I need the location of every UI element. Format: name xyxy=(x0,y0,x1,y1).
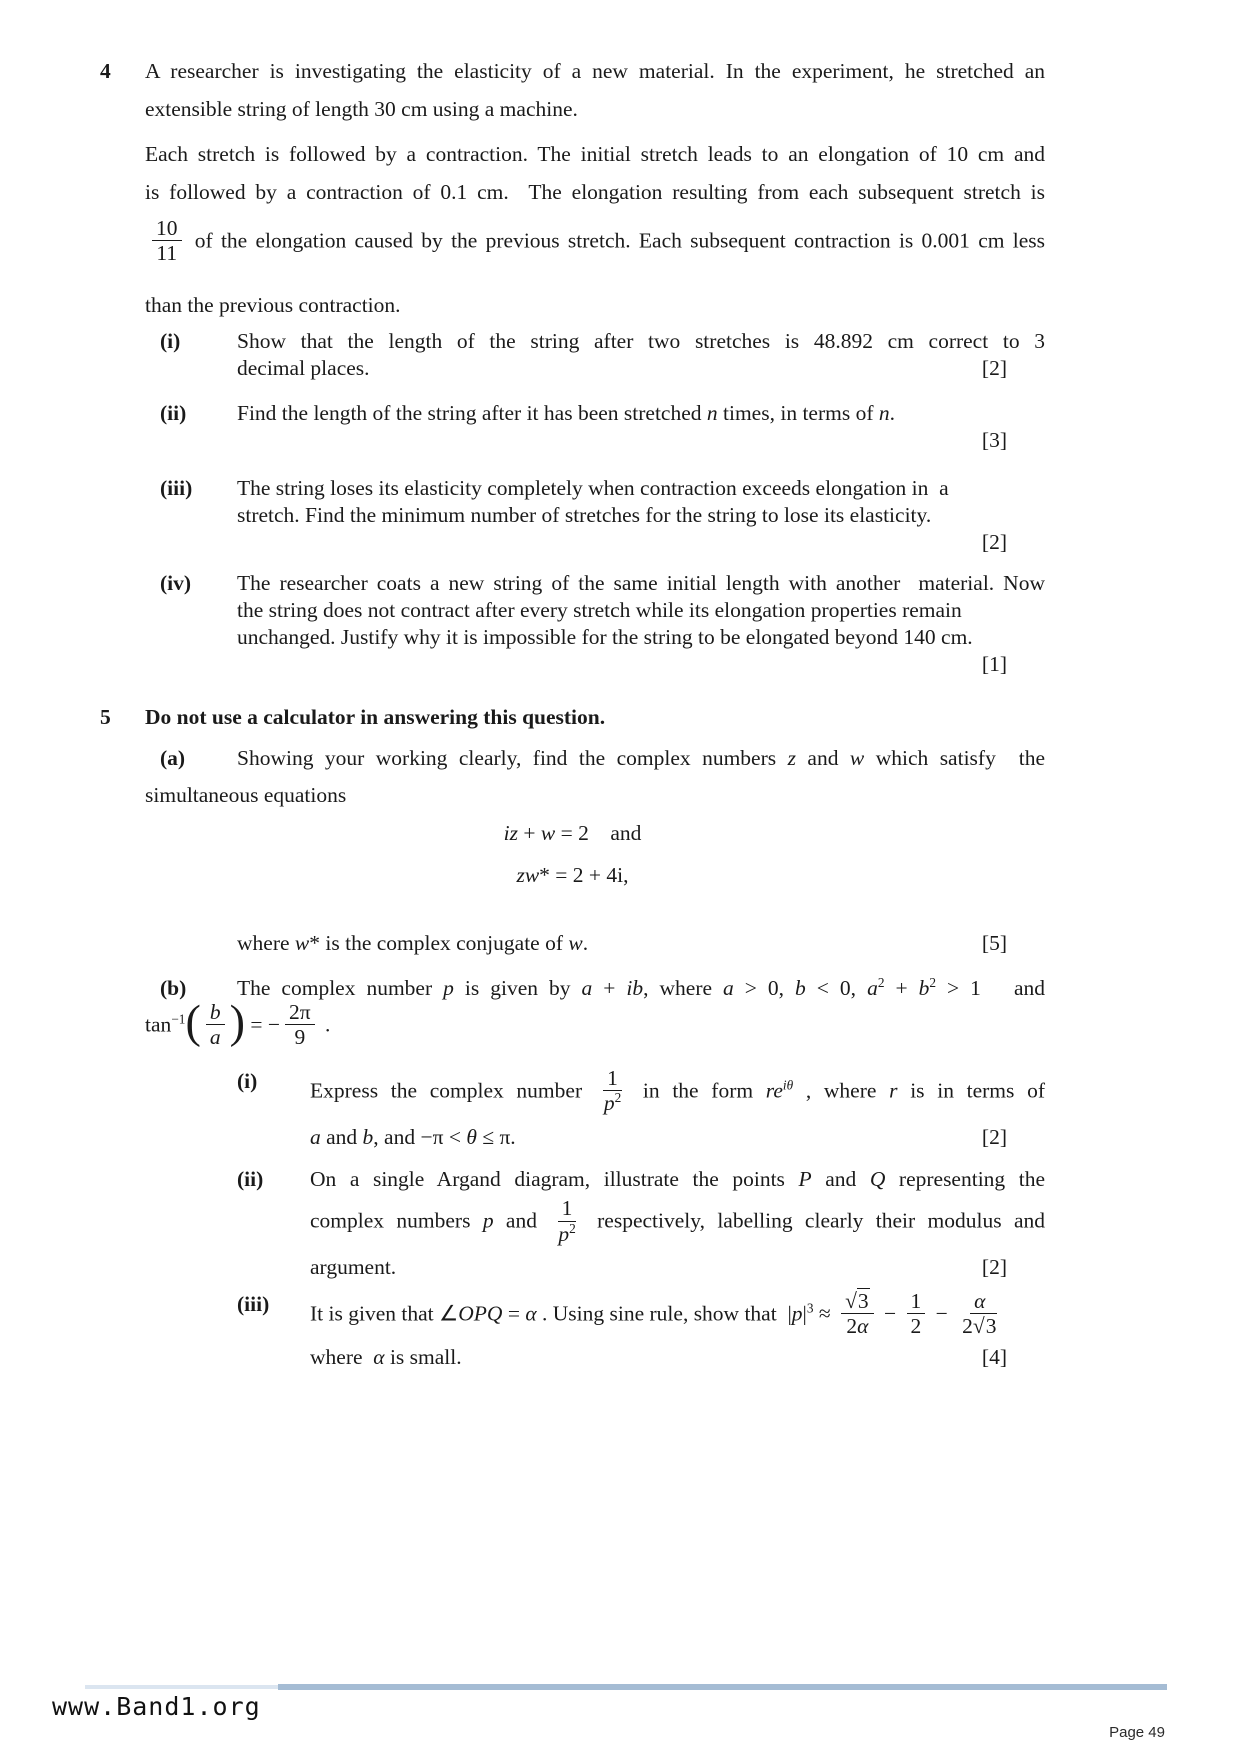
text-span: w xyxy=(568,931,583,956)
text-span: complex numbers xyxy=(310,1208,483,1233)
fraction-numerator xyxy=(841,1289,874,1314)
text-span: times, in terms of xyxy=(717,401,879,426)
text-span: re xyxy=(765,1078,783,1103)
q4-part-iii-line-1 xyxy=(100,475,1045,502)
fraction-numerator xyxy=(285,1000,315,1025)
text-span: | xyxy=(802,1301,807,1326)
q4-part-iv-line-2 xyxy=(100,597,1045,624)
text-span: the string does not contract after every stretch while its elongation properties remain xyxy=(237,598,962,623)
q5b-iii-line-2 xyxy=(100,1344,1045,1371)
text-span: 2 xyxy=(929,975,937,990)
text-span: ≈ xyxy=(813,1301,837,1326)
q4-part-iv-line-3 xyxy=(100,624,1045,651)
text-span: The researcher coats a new string of the same initial length with another material. Now xyxy=(237,571,1045,596)
fraction-denominator xyxy=(958,1314,1001,1338)
footer-rule xyxy=(85,1684,1167,1690)
text-span: OPQ xyxy=(458,1301,503,1326)
marks-badge: [2] xyxy=(981,1254,1007,1279)
text-span: p xyxy=(558,1221,570,1246)
footer-rule-light-segment xyxy=(85,1685,278,1689)
text-span: It is given that xyxy=(310,1301,439,1326)
fraction-numerator xyxy=(603,1066,622,1091)
text-span: | xyxy=(787,1301,792,1326)
text-span: 3 xyxy=(806,1299,814,1315)
question-number: 5 xyxy=(100,705,111,730)
text-span: where xyxy=(310,1344,374,1369)
text-span: p xyxy=(443,976,454,1001)
text-span: Do not use a calculator in answering this question. xyxy=(145,705,606,730)
fraction-denominator xyxy=(152,241,181,265)
text-span: = − xyxy=(245,1012,281,1037)
text-span: 1 xyxy=(607,1066,618,1091)
text-span: α xyxy=(857,1313,869,1338)
q5a-equation-1 xyxy=(100,820,1045,847)
text-span: a xyxy=(209,1025,221,1050)
math-fraction xyxy=(958,1289,1001,1338)
text-span: < 0, xyxy=(805,976,868,1001)
fraction-numerator xyxy=(152,216,182,241)
radical-sign-icon: √ xyxy=(972,1313,985,1338)
fraction-denominator xyxy=(554,1222,579,1246)
marks-badge: [2] xyxy=(981,1125,1007,1150)
marks-badge: [5] xyxy=(981,931,1007,956)
text-span: a xyxy=(723,976,734,1001)
part-label: (i) xyxy=(160,329,181,354)
text-span: decimal places. xyxy=(237,356,370,381)
text-span: 1 xyxy=(561,1196,573,1221)
text-span: argument. xyxy=(310,1254,397,1279)
fraction-denominator xyxy=(907,1314,926,1338)
q5b-ii-line-3 xyxy=(100,1254,1045,1281)
text-span: 2 xyxy=(846,1313,858,1338)
marks-badge: [2] xyxy=(981,530,1007,555)
text-span: 2 xyxy=(569,1220,576,1236)
text-span: than the previous contraction. xyxy=(145,293,401,318)
fraction-numerator xyxy=(206,1000,225,1025)
text-span: b xyxy=(795,976,806,1001)
q5-header xyxy=(100,704,1045,731)
text-span: Q xyxy=(869,1167,886,1192)
fraction-denominator xyxy=(600,1091,625,1115)
text-span: where xyxy=(237,931,295,956)
text-span: = 2 and xyxy=(555,821,642,846)
text-span: iθ xyxy=(782,1077,794,1093)
part-label: (b) xyxy=(160,976,187,1001)
part-label: (iii) xyxy=(237,1291,270,1316)
text-span: 9 xyxy=(294,1025,306,1050)
q4-intro-line-1 xyxy=(100,58,1045,85)
text-span: + xyxy=(592,976,627,1001)
text-span: − xyxy=(878,1301,902,1326)
text-span: − xyxy=(930,1301,954,1326)
fraction-numerator xyxy=(907,1289,926,1314)
text-span: p xyxy=(791,1301,803,1326)
text-span: unchanged. Justify why it is impossible for the string to be elongated beyond 140 cm. xyxy=(237,625,973,650)
text-span: w xyxy=(849,746,865,771)
part-label: (iii) xyxy=(160,476,193,501)
text-span: w xyxy=(524,863,540,888)
text-span: Each stretch is followed by a contraction. The initial stretch leads to an elongation of 10 cm and xyxy=(145,142,1045,166)
page-footer xyxy=(0,1680,1239,1754)
radical-sign-icon: √ xyxy=(845,1288,857,1313)
text-span: The string loses its elasticity completely when contraction exceeds elongation in a xyxy=(237,476,949,501)
text-span: a xyxy=(867,976,878,1001)
q5a-equation-2 xyxy=(100,862,1045,889)
part-label: (a) xyxy=(160,746,186,771)
marks-badge: [3] xyxy=(981,428,1007,453)
marks-badge: [4] xyxy=(981,1344,1007,1369)
text-span: and xyxy=(795,746,850,771)
q4-part-iii-line-2 xyxy=(100,502,1045,529)
text-span: 11 xyxy=(156,241,178,266)
fraction-denominator xyxy=(290,1025,309,1049)
text-span: r xyxy=(889,1078,898,1103)
text-span: tan xyxy=(145,1012,172,1037)
square-root xyxy=(973,1313,998,1338)
text-span: , and −π < xyxy=(373,1125,467,1150)
text-span: and xyxy=(320,1125,363,1150)
q4-intro-line-2 xyxy=(100,96,1045,123)
text-span: P xyxy=(798,1167,812,1192)
q5a-line-1 xyxy=(100,745,1045,772)
text-span: z xyxy=(787,746,796,771)
text-span: is in terms of xyxy=(897,1078,1045,1103)
text-span: * xyxy=(539,863,550,888)
q4-intro-line-6 xyxy=(100,292,1045,319)
text-span: and xyxy=(811,1167,870,1192)
text-span: z xyxy=(509,821,518,846)
site-url: www.Band1.org xyxy=(52,1692,261,1721)
q4-part-iii-marks xyxy=(100,529,1045,556)
text-span: b xyxy=(918,976,930,1001)
q4-part-iv-line-1 xyxy=(100,570,1045,597)
text-span: w xyxy=(540,821,556,846)
q4-intro-line-5 xyxy=(100,218,1045,267)
q5b-iii-line-1 xyxy=(100,1288,1045,1340)
text-span: −1 xyxy=(171,1011,186,1027)
fraction-numerator xyxy=(558,1196,577,1221)
q5b-i-line-1 xyxy=(100,1068,1045,1117)
text-span: α xyxy=(373,1344,385,1369)
text-span: , where xyxy=(643,976,724,1001)
q4-part-iv-marks xyxy=(100,651,1045,678)
text-span: 2π xyxy=(289,1000,311,1025)
text-span: n xyxy=(878,401,890,426)
text-span: representing the xyxy=(885,1167,1046,1192)
math-fraction xyxy=(285,1000,315,1049)
q5b-i-line-2 xyxy=(100,1124,1045,1151)
text-span: Find the length of the string after it has been stretched xyxy=(237,401,707,426)
part-label: (ii) xyxy=(160,401,187,426)
q5a-line-2 xyxy=(100,782,1045,809)
text-span: and xyxy=(493,1208,550,1233)
part-label: (iv) xyxy=(160,571,192,596)
text-span: Show that the length of the string after two stretches is 48.892 cm correct to 3 xyxy=(237,329,1045,354)
text-span: a xyxy=(310,1125,321,1150)
text-span: b xyxy=(209,1000,221,1025)
text-span: ib xyxy=(626,976,644,1001)
text-span: of the elongation caused by the previous stretch. Each subsequent contraction is 0.001 cm less xyxy=(186,228,1045,253)
square-root xyxy=(845,1288,870,1313)
text-span: > 1 xyxy=(936,976,981,1001)
q5b-tan-equation xyxy=(100,996,1045,1051)
text-span: extensible string of length 30 cm using a machine. xyxy=(145,97,578,121)
text-span: 2 xyxy=(962,1313,973,1338)
fraction-denominator xyxy=(206,1025,225,1049)
marks-badge: [2] xyxy=(981,356,1007,381)
text-span: = 2 + 4i, xyxy=(549,863,629,888)
q5b-ii-line-1 xyxy=(100,1166,1045,1193)
text-span: + xyxy=(517,821,541,846)
text-span: z xyxy=(516,863,525,888)
text-span: α xyxy=(974,1288,986,1313)
part-label: (ii) xyxy=(237,1167,264,1192)
text-span: 2 xyxy=(877,975,885,990)
text-span: α xyxy=(525,1301,537,1326)
part-label: (i) xyxy=(237,1069,258,1094)
q4-intro-line-3 xyxy=(100,141,1045,168)
text-span: A researcher is investigating the elasticity of a new material. In the experiment, he stretched an xyxy=(145,59,1045,83)
text-span: and xyxy=(980,976,1045,1001)
text-span: a xyxy=(581,976,593,1001)
text-span: 2 xyxy=(614,1090,622,1106)
questions-container xyxy=(100,58,1045,1371)
text-span: > 0, xyxy=(733,976,796,1001)
text-span: which satisfy the xyxy=(864,746,1045,771)
footer-rule-main-segment xyxy=(278,1684,1167,1690)
q4-part-ii-line-1 xyxy=(100,400,1045,427)
text-span: is small. xyxy=(384,1344,462,1369)
q4-part-i-line-1 xyxy=(100,328,1045,355)
text-span: Showing your working clearly, find the complex numbers xyxy=(237,746,788,771)
text-span: 1 xyxy=(910,1288,922,1313)
text-span: ) xyxy=(229,996,246,1048)
text-span: ∠ xyxy=(438,1301,459,1326)
q4-part-i-line-2 xyxy=(100,355,1045,382)
text-span: is the complex conjugate of xyxy=(320,931,569,956)
math-fraction xyxy=(206,1000,225,1049)
text-span: stretch. Find the minimum number of stretches for the string to lose its elasticity. xyxy=(237,503,932,528)
text-span: w xyxy=(294,931,310,956)
text-span: On a single Argand diagram, illustrate the points xyxy=(310,1167,799,1192)
text-span: + xyxy=(884,976,919,1001)
text-span: n xyxy=(706,401,718,426)
text-span: . xyxy=(889,401,895,426)
text-span: simultaneous equations xyxy=(145,783,347,808)
q5b-ii-line-2 xyxy=(100,1198,1045,1247)
radicand: 3 xyxy=(985,1313,997,1338)
text-span: = xyxy=(502,1301,526,1326)
text-span: ≤ π. xyxy=(476,1125,516,1150)
q4-intro-line-4 xyxy=(100,179,1045,206)
math-fraction xyxy=(600,1066,625,1115)
q4-part-ii-marks xyxy=(100,427,1045,454)
question-number: 4 xyxy=(100,59,111,83)
fraction-numerator xyxy=(970,1289,989,1314)
text-span: . xyxy=(582,931,589,956)
text-span: ( xyxy=(185,996,201,1048)
fraction-denominator xyxy=(842,1314,872,1338)
q5a-where-line xyxy=(100,930,1045,957)
text-span: b xyxy=(362,1125,374,1150)
text-span: 2 xyxy=(910,1313,922,1338)
text-span: , where xyxy=(793,1078,890,1103)
marks-badge: [1] xyxy=(981,652,1007,677)
text-span: i xyxy=(503,821,510,846)
text-span: . Using sine rule, show that xyxy=(536,1301,788,1326)
math-fraction xyxy=(554,1196,579,1245)
text-span: The complex number xyxy=(237,976,444,1001)
text-span: is given by xyxy=(453,976,582,1001)
text-span: is followed by a contraction of 0.1 cm. The elongation resulting from each subsequent stretch is xyxy=(145,180,1045,204)
text-span: 10 xyxy=(156,216,178,240)
text-span: p xyxy=(482,1208,494,1233)
radicand: 3 xyxy=(857,1288,869,1313)
text-span: * xyxy=(309,931,320,956)
math-fraction xyxy=(907,1289,926,1338)
text-span: Express the complex number xyxy=(310,1078,595,1103)
page-number: Page 49 xyxy=(1109,1724,1165,1741)
text-span: respectively, labelling clearly their modulus and xyxy=(584,1208,1046,1233)
text-span: in the form xyxy=(630,1078,766,1103)
math-fraction xyxy=(841,1289,874,1338)
text-span: θ xyxy=(466,1125,477,1150)
math-fraction xyxy=(152,216,182,265)
text-span: p xyxy=(603,1091,615,1116)
text-span: . xyxy=(319,1012,331,1037)
